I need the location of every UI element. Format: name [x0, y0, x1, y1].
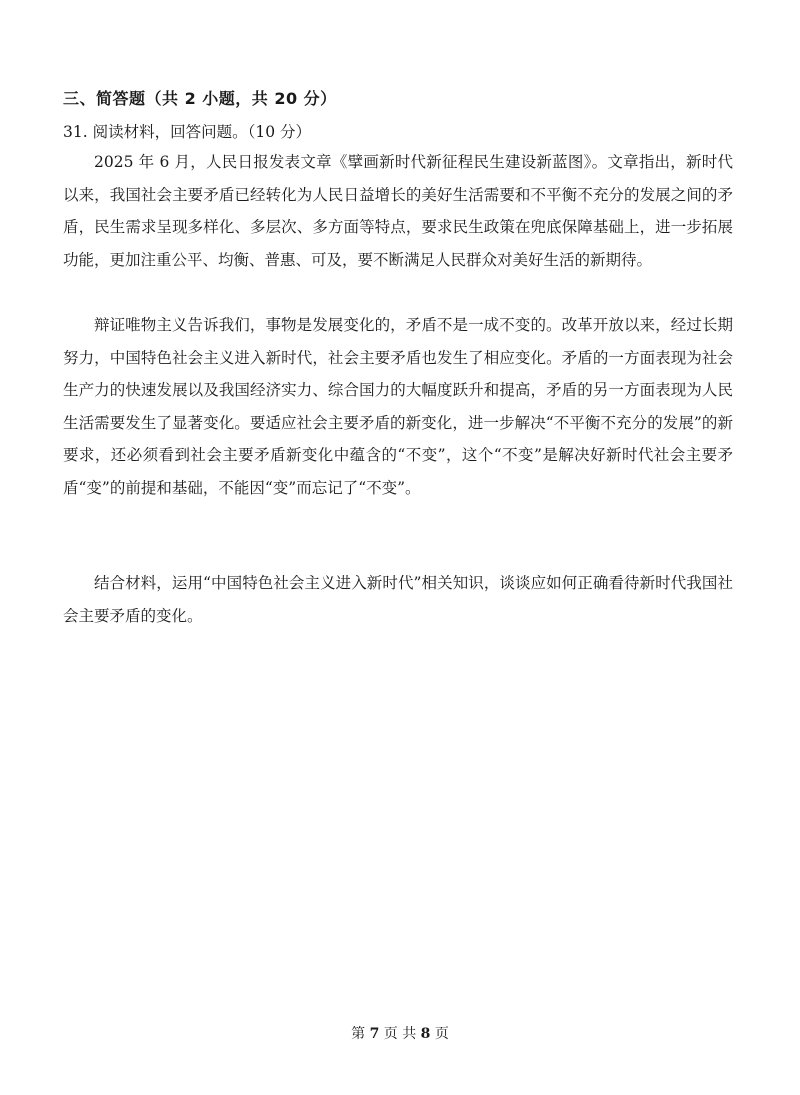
total-pages-number: 8 — [420, 1026, 431, 1042]
question-title: 31. 阅读材料，回答问题。（10 分） — [63, 123, 311, 141]
material-paragraph-2: 辩证唯物主义告诉我们，事物是发展变化的，矛盾不是一成不变的。改革开放以来，经过长期努力，中国特色社会主义进入新时代，社会主要矛盾也发生了相应变化。矛盾的一方面表现为社会生产力的快速发展以及我国经济实力、综合国力的大幅度跃升和提高，矛盾的另一方面表现为人民生活需要发生了显著变化。要适应社会主要矛盾的新变化，进一步解决“不平衡不充分的发展”的新要求，还必须看到社会主要矛盾新变化中蕴含的“不变”，这个“不变”是解决好新时代社会主要矛盾“变”的前提和基础，不能因“变”而忘记了“不变”。 — [63, 316, 733, 497]
current-page-number: 7 — [369, 1026, 380, 1042]
footer-prefix: 第 — [351, 1026, 370, 1042]
material-paragraph-1: 2025 年 6 月，人民日报发表文章《擘画新时代新征程民生建设新蓝图》。文章指出，新时代以来，我国社会主要矛盾已经转化为人民日益增长的美好生活需要和不平衡不充分的发展之间的矛盾，民生需求呈现多样化、多层次、多方面等特点，要求民生政策在兜底保障基础上，进一步拓展功能，更加注重公平、均衡、普惠、可及，要不断满足人民群众对美好生活的新期待。 — [63, 153, 733, 269]
question-prompt: 结合材料，运用“中国特色社会主义进入新时代”相关知识，谈谈应如何正确看待新时代我国社会主要矛盾的变化。 — [63, 574, 733, 625]
section-heading: 三、简答题（共 2 小题，共 20 分） — [63, 89, 337, 108]
footer-suffix: 页 — [430, 1026, 449, 1042]
page-footer — [0, 1023, 800, 1043]
footer-middle: 页 共 — [379, 1026, 421, 1042]
